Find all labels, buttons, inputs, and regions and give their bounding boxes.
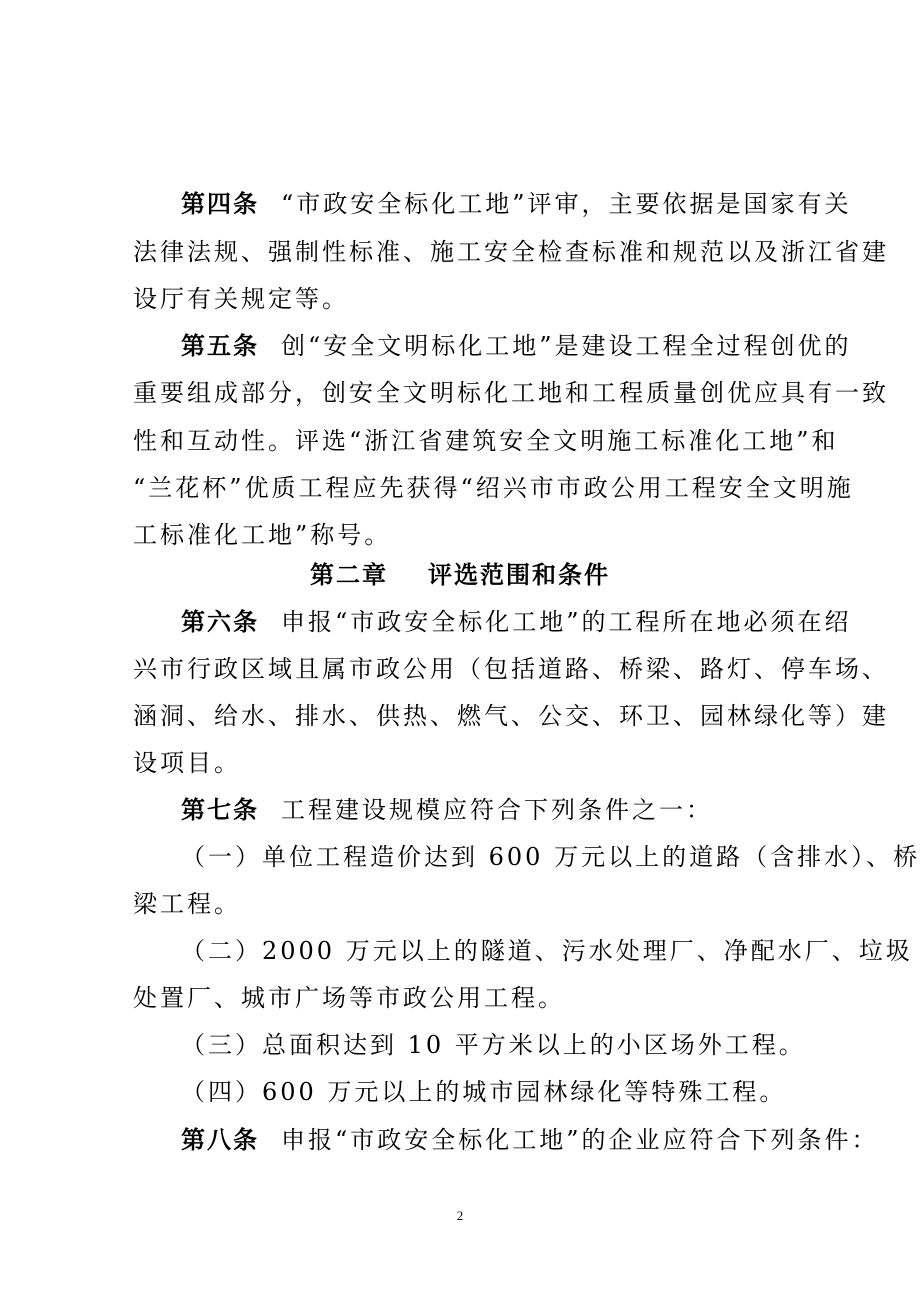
article8-line1: [181, 1124, 879, 1156]
article6-line4: 设项目。: [133, 749, 241, 777]
article7-item3: （三）总面积达到 10 平方米以上的小区场外工程。: [181, 1031, 806, 1059]
article6-title: 第六条: [181, 608, 259, 636]
chapter-heading: [0, 559, 920, 591]
article7-item1-line2: 梁工程。: [133, 890, 241, 918]
article5-line5: 工标准化工地”称号。: [133, 521, 392, 549]
article6-line3: 涵洞、给水、排水、供热、燃气、公交、环卫、园林绿化等）建: [133, 702, 889, 730]
article4-line1: [181, 188, 852, 220]
article5-text: 创“安全文明标化工地”是建设工程全过程创优的: [281, 332, 852, 360]
article7-item1-line1: （一）单位工程造价达到 600 万元以上的道路（含排水）、桥: [181, 843, 920, 871]
page-number: 2: [456, 1208, 464, 1223]
article6-line1: [181, 606, 852, 638]
article4-text: “市政安全标化工地”评审，主要依据是国家有关: [281, 190, 852, 218]
article5-line3: 性和互动性。评选“浙江省建筑安全文明施工标准化工地”和: [133, 427, 839, 455]
article4-title: 第四条: [181, 190, 259, 218]
article4-line3: 设厅有关规定等。: [133, 285, 349, 313]
article8-title: 第八条: [181, 1126, 259, 1154]
article7-line1: [181, 794, 841, 826]
article7-item4: （四）600 万元以上的城市园林绿化等特殊工程。: [181, 1078, 787, 1106]
article4-line2: 法律法规、强制性标准、施工安全检查标准和规范以及浙江省建: [133, 238, 889, 266]
article7-item2-line1: （二）2000 万元以上的隧道、污水处理厂、净配水厂、垃圾: [181, 937, 913, 965]
article6-text: 申报“市政安全标化工地”的工程所在地必须在绍: [281, 608, 852, 636]
article5-line1: [181, 330, 852, 362]
article7-title: 第七条: [181, 796, 259, 824]
article7-item2-line2: 处置厂、城市广场等市政公用工程。: [133, 984, 565, 1012]
chapter-title: 评选范围和条件: [428, 561, 610, 589]
article5-line2: 重要组成部分，创安全文明标化工地和工程质量创优应具有一致: [133, 379, 889, 407]
article5-title: 第五条: [181, 332, 259, 360]
chapter-number: 第二章: [310, 561, 388, 589]
article6-line2: 兴市行政区域且属市政公用（包括道路、桥梁、路灯、停车场、: [133, 655, 889, 683]
article8-text: 申报“市政安全标化工地”的企业应符合下列条件：: [281, 1126, 879, 1154]
article7-text: 工程建设规模应符合下列条件之一：: [281, 796, 713, 824]
article5-line4: “兰花杯”优质工程应先获得“绍兴市市政公用工程安全文明施: [133, 474, 854, 502]
